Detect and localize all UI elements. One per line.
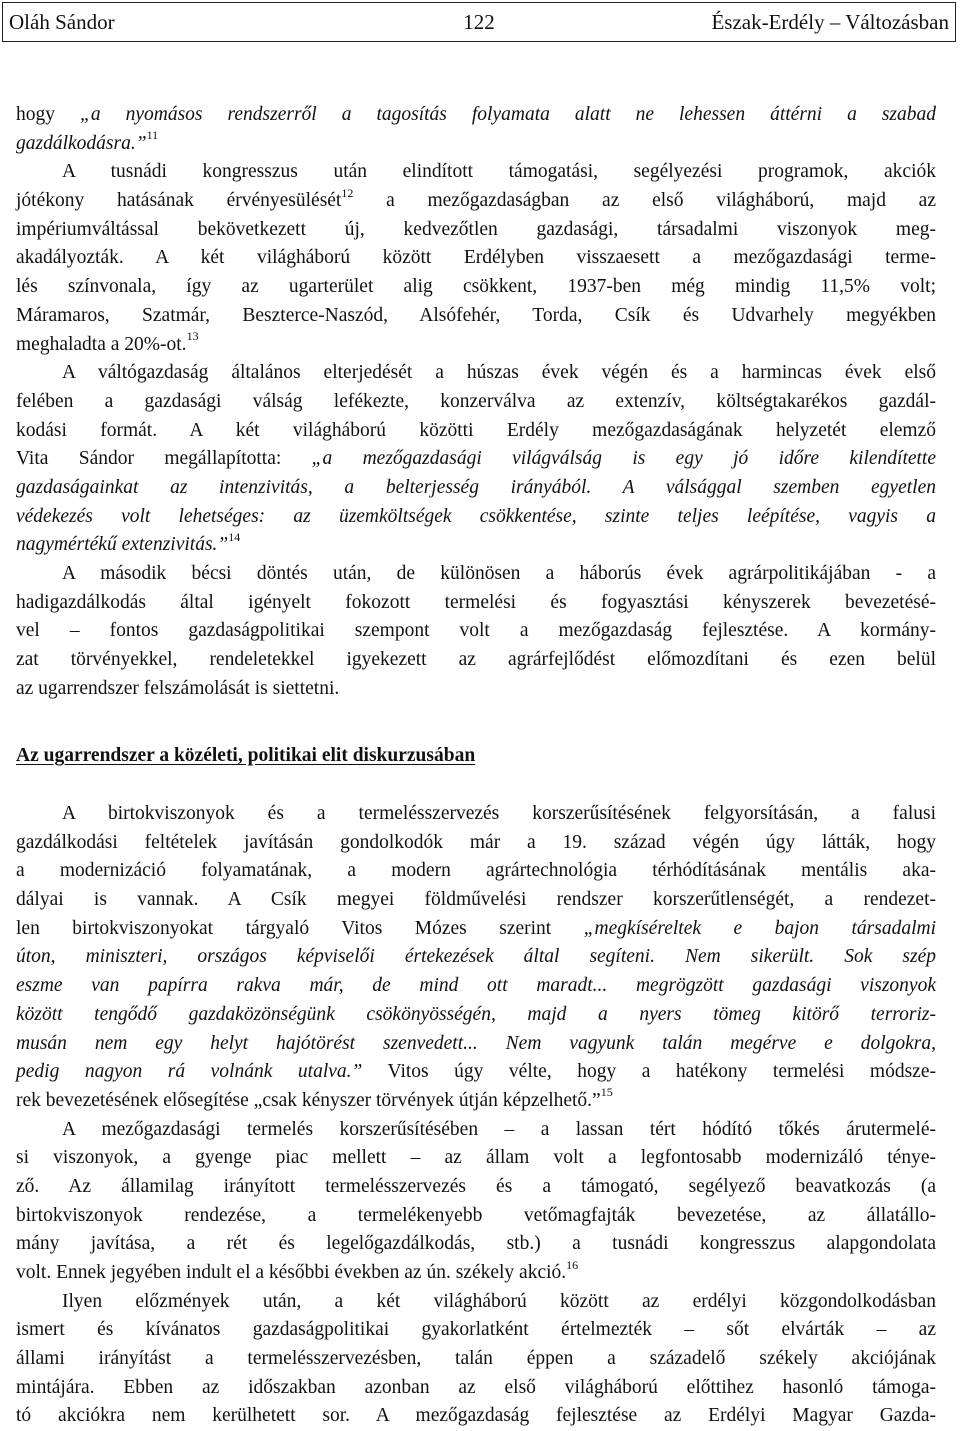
text-line: felében a gazdasági válság lefékezte, konzerválva az extenzív, költségtakarékos gazdál- <box>16 390 936 412</box>
text-line: ző. Az államilag irányított termelésszervezés és a támogató, segélyező beavatkozás (a <box>16 1175 936 1197</box>
text-line: Máramaros, Szatmár, Beszterce-Naszód, Alsófehér, Torda, Csík és Udvarhely megyékben <box>16 304 936 326</box>
text-line: akadályozták. A két világháború között Erdélyben visszaesett a mezőgazdasági terme- <box>16 247 936 269</box>
footnote-ref: 15 <box>600 1085 613 1100</box>
footnote-ref: 12 <box>341 185 354 200</box>
text-line: pedig nagyon rá volnánk utalva.” Vitos úgy vélte, hogy a hatékony termelési módsze- <box>16 1061 936 1083</box>
text-line: A tusnádi kongresszus után elindított támogatási, segélyezési programok, akciók <box>62 161 936 183</box>
text-line: tó akciókra nem kerülhetett sor. A mezőgazdaság fejlesztése az Erdélyi Magyar Gazda- <box>16 1405 936 1427</box>
text-line: lés színvonala, így az ugarterület alig csökkent, 1937-ben még mindig 11,5% volt; <box>16 276 936 298</box>
text-line: rek bevezetésének elősegítése „csak kényszer törvények útján képzelhető.”$^{15}$ <box>16 1085 613 1111</box>
text-line: állami irányítást a termelésszervezésben, talán éppen a századelő székely akciójának <box>16 1348 936 1370</box>
text-line: hogy „a nyomásos rendszerről a tagosítás folyamata alatt ne lehessen áttérni a szabad <box>16 104 936 125</box>
page-header <box>2 2 956 42</box>
header-title: Észak-Erdély – Változásban <box>711 9 949 34</box>
text-line: hadigazdálkodás által igényelt fokozott termelési és fogyasztási kényszerek bevezetésé- <box>16 591 936 613</box>
text-block-2 <box>16 800 936 1431</box>
text-line: A váltógazdaság általános elterjedését a húszas évek végén és a harmincas évek első <box>62 362 936 384</box>
text-line: eszme van papírra rakva már, de mind ott maradt... megrögzött gazdasági viszonyok <box>16 975 936 997</box>
text-line: nagymértékű extenzivitás.”$^{14}$ <box>16 529 241 556</box>
text-line: dályai is vannak. A Csík megyei földművelési rendszer korszerűtlenségét, a rendezet- <box>16 889 936 911</box>
footnote-ref: 14 <box>228 529 241 544</box>
text-line: vel – fontos gazdaságpolitikai szempont volt a mezőgazdaság fejlesztése. A kormány- <box>16 620 936 642</box>
section-heading: Az ugarrendszer a közéleti, politikai elit diskurzusában <box>16 745 476 766</box>
text-line: gazdálkodásra.”$^{11}$ <box>16 128 159 154</box>
text-line: A birtokviszonyok és a termelésszervezés korszerűsítésének felgyorsításán, a falusi <box>62 803 936 824</box>
text-line: birtokviszonyok rendezése, a termelékenyebb vetőmagfajták bevezetése, az állatállo- <box>16 1204 936 1226</box>
header-page-number: 122 <box>463 9 495 34</box>
text-line: gazdaságainkat az intenzivitás, a belterjesség irányából. A válsággal szemben egyetlen <box>16 476 936 498</box>
text-line: az ugarrendszer felszámolását is siettetni. <box>16 677 340 699</box>
text-line: ismert és kívánatos gazdaságpolitikai gyakorlatként értelmezték – sőt elvárták – az <box>16 1319 936 1341</box>
text-line: úton, miniszteri, országos képviselői értekezések által segíteni. Nem sikerült. Sok szép <box>16 946 936 968</box>
footnote-ref: 13 <box>186 329 199 343</box>
text-line: len birtokviszonyokat tárgyaló Vitos Mózes szerint „megkíséreltek e bajon társadalmi <box>16 917 936 939</box>
text-line: A második bécsi döntés után, de különösen a háborús évek agrárpolitikájában - a <box>62 563 936 584</box>
text-line: védekezés volt lehetséges: az üzemköltségek csökkentése, szinte teljes leépítése, vagyis a <box>16 505 936 527</box>
text-line: Ilyen előzmények után, a két világháború között az erdélyi közgondolkodásban <box>62 1290 936 1312</box>
text-line: között tengődő gazdaközönségünk csökönyösségén, majd a nyers tömeg kitörő terroriz- <box>16 1003 936 1025</box>
text-line: musán nem egy helyt hajótörést szenvedett... Nem vagyunk talán megérve e dolgokra, <box>16 1032 936 1054</box>
text-line: si viszonyok, a gyenge piac mellett – az állam volt a legfontosabb modernizáló ténye- <box>16 1147 936 1169</box>
text-line: meghaladta a 20%-ot.$^{13}$ <box>16 329 199 355</box>
footnote-ref: 16 <box>566 1257 579 1272</box>
text-line: gazdálkodási feltételek javításán gondolkodók már a 19. század végén úgy látták, hogy <box>16 831 936 853</box>
text-line: volt. Ennek jegyében indult el a későbbi években az ún. székely akció.$^{16}$ <box>16 1257 579 1283</box>
text-line: kodási formát. A két világháború közötti Erdély mezőgazdaságának helyzetét elemző <box>16 419 936 441</box>
text-line: jótékony hatásának érvényesülését$^{12}$ a mezőgazdaságban az első világháború, majd az <box>16 185 936 212</box>
text-line: a modernizáció folyamatának, a modern agrártechnológia térhódításának mentális aka- <box>16 860 936 882</box>
text-line: impériumváltással bekövetkezett új, kedvezőtlen gazdasági, társadalmi viszonyok meg- <box>16 218 936 240</box>
text-line: Vita Sándor megállapította: „a mezőgazdasági világválság is egy jó időre kilendítette <box>16 448 937 470</box>
quote-text: „a nyomásos rendszerről a tagosítás folyamata alatt ne lehessen áttérni a szabad <box>80 104 936 125</box>
footnote-ref: 11 <box>146 128 159 143</box>
text-block-1 <box>16 101 936 703</box>
text-line: A mezőgazdasági termelés korszerűsítésében – a lassan tért hódító tőkés árutermelé- <box>62 1118 936 1140</box>
header-author: Oláh Sándor <box>9 9 115 34</box>
text-line: zat törvényekkel, rendeletekkel igyekezett az agrárfejlődést előmozdítani és ezen belül <box>16 649 936 671</box>
text-line: mány javítása, a rét és legelőgazdálkodás, stb.) a tusnádi kongresszus alapgondolata <box>16 1233 936 1255</box>
text-line: mintájára. Ebben az időszakban azonban az első világháború előttihez hasonló támoga- <box>16 1376 936 1398</box>
